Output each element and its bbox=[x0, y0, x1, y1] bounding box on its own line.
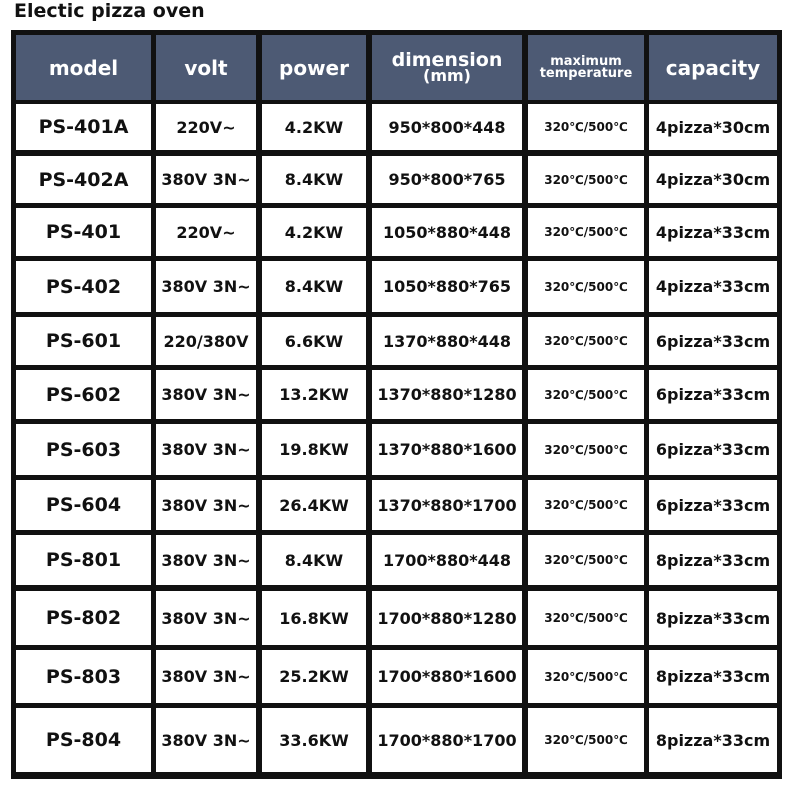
cell-temp: 320℃/500℃ bbox=[528, 480, 644, 530]
cell-power: 19.8KW bbox=[262, 424, 366, 475]
cell-temp: 320℃/500℃ bbox=[528, 535, 644, 585]
cell-dimension: 1370*880*1280 bbox=[372, 370, 522, 419]
header-dimension-line1: dimension bbox=[391, 48, 503, 71]
cell-capacity: 4pizza*30cm bbox=[649, 156, 777, 203]
header-dimension bbox=[372, 35, 522, 100]
cell-dimension: 950*800*765 bbox=[372, 156, 522, 203]
cell-dimension: 1700*880*1280 bbox=[372, 591, 522, 645]
cell-volt: 220/380V bbox=[156, 317, 256, 365]
cell-power: 6.6KW bbox=[262, 317, 366, 365]
cell-temp: 320℃/500℃ bbox=[528, 104, 644, 150]
cell-model: PS-601 bbox=[16, 317, 151, 365]
cell-capacity: 4pizza*33cm bbox=[649, 208, 777, 256]
cell-power: 8.4KW bbox=[262, 261, 366, 312]
cell-capacity: 6pizza*33cm bbox=[649, 370, 777, 419]
cell-capacity: 8pizza*33cm bbox=[649, 535, 777, 585]
cell-model: PS-604 bbox=[16, 480, 151, 530]
cell-model: PS-602 bbox=[16, 370, 151, 419]
cell-power: 8.4KW bbox=[262, 535, 366, 585]
cell-volt: 220V~ bbox=[156, 208, 256, 256]
cell-power: 4.2KW bbox=[262, 208, 366, 256]
cell-temp: 320℃/500℃ bbox=[528, 591, 644, 645]
cell-dimension: 1700*880*1700 bbox=[372, 708, 522, 772]
cell-model: PS-402A bbox=[16, 156, 151, 203]
cell-temp: 320℃/500℃ bbox=[528, 156, 644, 203]
header-power: power bbox=[262, 35, 366, 100]
header-dimension-line2: (mm) bbox=[423, 65, 471, 85]
page-title: Electic pizza oven bbox=[14, 0, 205, 22]
header-volt: volt bbox=[156, 35, 256, 100]
cell-capacity: 8pizza*33cm bbox=[649, 708, 777, 772]
cell-model: PS-803 bbox=[16, 650, 151, 703]
cell-temp: 320℃/500℃ bbox=[528, 424, 644, 475]
cell-model: PS-603 bbox=[16, 424, 151, 475]
cell-dimension: 1050*880*448 bbox=[372, 208, 522, 256]
header-capacity: capacity bbox=[649, 35, 777, 100]
cell-dimension: 1050*880*765 bbox=[372, 261, 522, 312]
cell-volt: 220V~ bbox=[156, 104, 256, 150]
header-model: model bbox=[16, 35, 151, 100]
cell-capacity: 8pizza*33cm bbox=[649, 591, 777, 645]
cell-volt: 380V 3N~ bbox=[156, 261, 256, 312]
cell-power: 25.2KW bbox=[262, 650, 366, 703]
cell-dimension: 1370*880*1700 bbox=[372, 480, 522, 530]
spec-table bbox=[11, 30, 782, 779]
cell-dimension: 1370*880*448 bbox=[372, 317, 522, 365]
header-temp-line1: maximum bbox=[550, 53, 622, 69]
cell-temp: 320℃/500℃ bbox=[528, 317, 644, 365]
cell-volt: 380V 3N~ bbox=[156, 480, 256, 530]
cell-model: PS-801 bbox=[16, 535, 151, 585]
cell-power: 4.2KW bbox=[262, 104, 366, 150]
header-max-temperature bbox=[528, 35, 644, 100]
cell-dimension: 1700*880*448 bbox=[372, 535, 522, 585]
cell-volt: 380V 3N~ bbox=[156, 535, 256, 585]
cell-volt: 380V 3N~ bbox=[156, 591, 256, 645]
cell-capacity: 4pizza*30cm bbox=[649, 104, 777, 150]
cell-power: 13.2KW bbox=[262, 370, 366, 419]
cell-dimension: 950*800*448 bbox=[372, 104, 522, 150]
cell-volt: 380V 3N~ bbox=[156, 708, 256, 772]
cell-volt: 380V 3N~ bbox=[156, 370, 256, 419]
cell-temp: 320℃/500℃ bbox=[528, 370, 644, 419]
cell-capacity: 4pizza*33cm bbox=[649, 261, 777, 312]
cell-model: PS-401 bbox=[16, 208, 151, 256]
cell-temp: 320℃/500℃ bbox=[528, 650, 644, 703]
cell-model: PS-804 bbox=[16, 708, 151, 772]
cell-capacity: 6pizza*33cm bbox=[649, 424, 777, 475]
header-temp-line2: temperature bbox=[539, 65, 633, 81]
cell-power: 16.8KW bbox=[262, 591, 366, 645]
cell-capacity: 8pizza*33cm bbox=[649, 650, 777, 703]
cell-temp: 320℃/500℃ bbox=[528, 708, 644, 772]
cell-dimension: 1700*880*1600 bbox=[372, 650, 522, 703]
cell-model: PS-401A bbox=[16, 104, 151, 150]
cell-model: PS-402 bbox=[16, 261, 151, 312]
cell-volt: 380V 3N~ bbox=[156, 424, 256, 475]
cell-power: 26.4KW bbox=[262, 480, 366, 530]
cell-volt: 380V 3N~ bbox=[156, 650, 256, 703]
cell-capacity: 6pizza*33cm bbox=[649, 480, 777, 530]
cell-volt: 380V 3N~ bbox=[156, 156, 256, 203]
cell-temp: 320℃/500℃ bbox=[528, 261, 644, 312]
cell-power: 33.6KW bbox=[262, 708, 366, 772]
cell-capacity: 6pizza*33cm bbox=[649, 317, 777, 365]
cell-power: 8.4KW bbox=[262, 156, 366, 203]
cell-temp: 320℃/500℃ bbox=[528, 208, 644, 256]
cell-model: PS-802 bbox=[16, 591, 151, 645]
cell-dimension: 1370*880*1600 bbox=[372, 424, 522, 475]
